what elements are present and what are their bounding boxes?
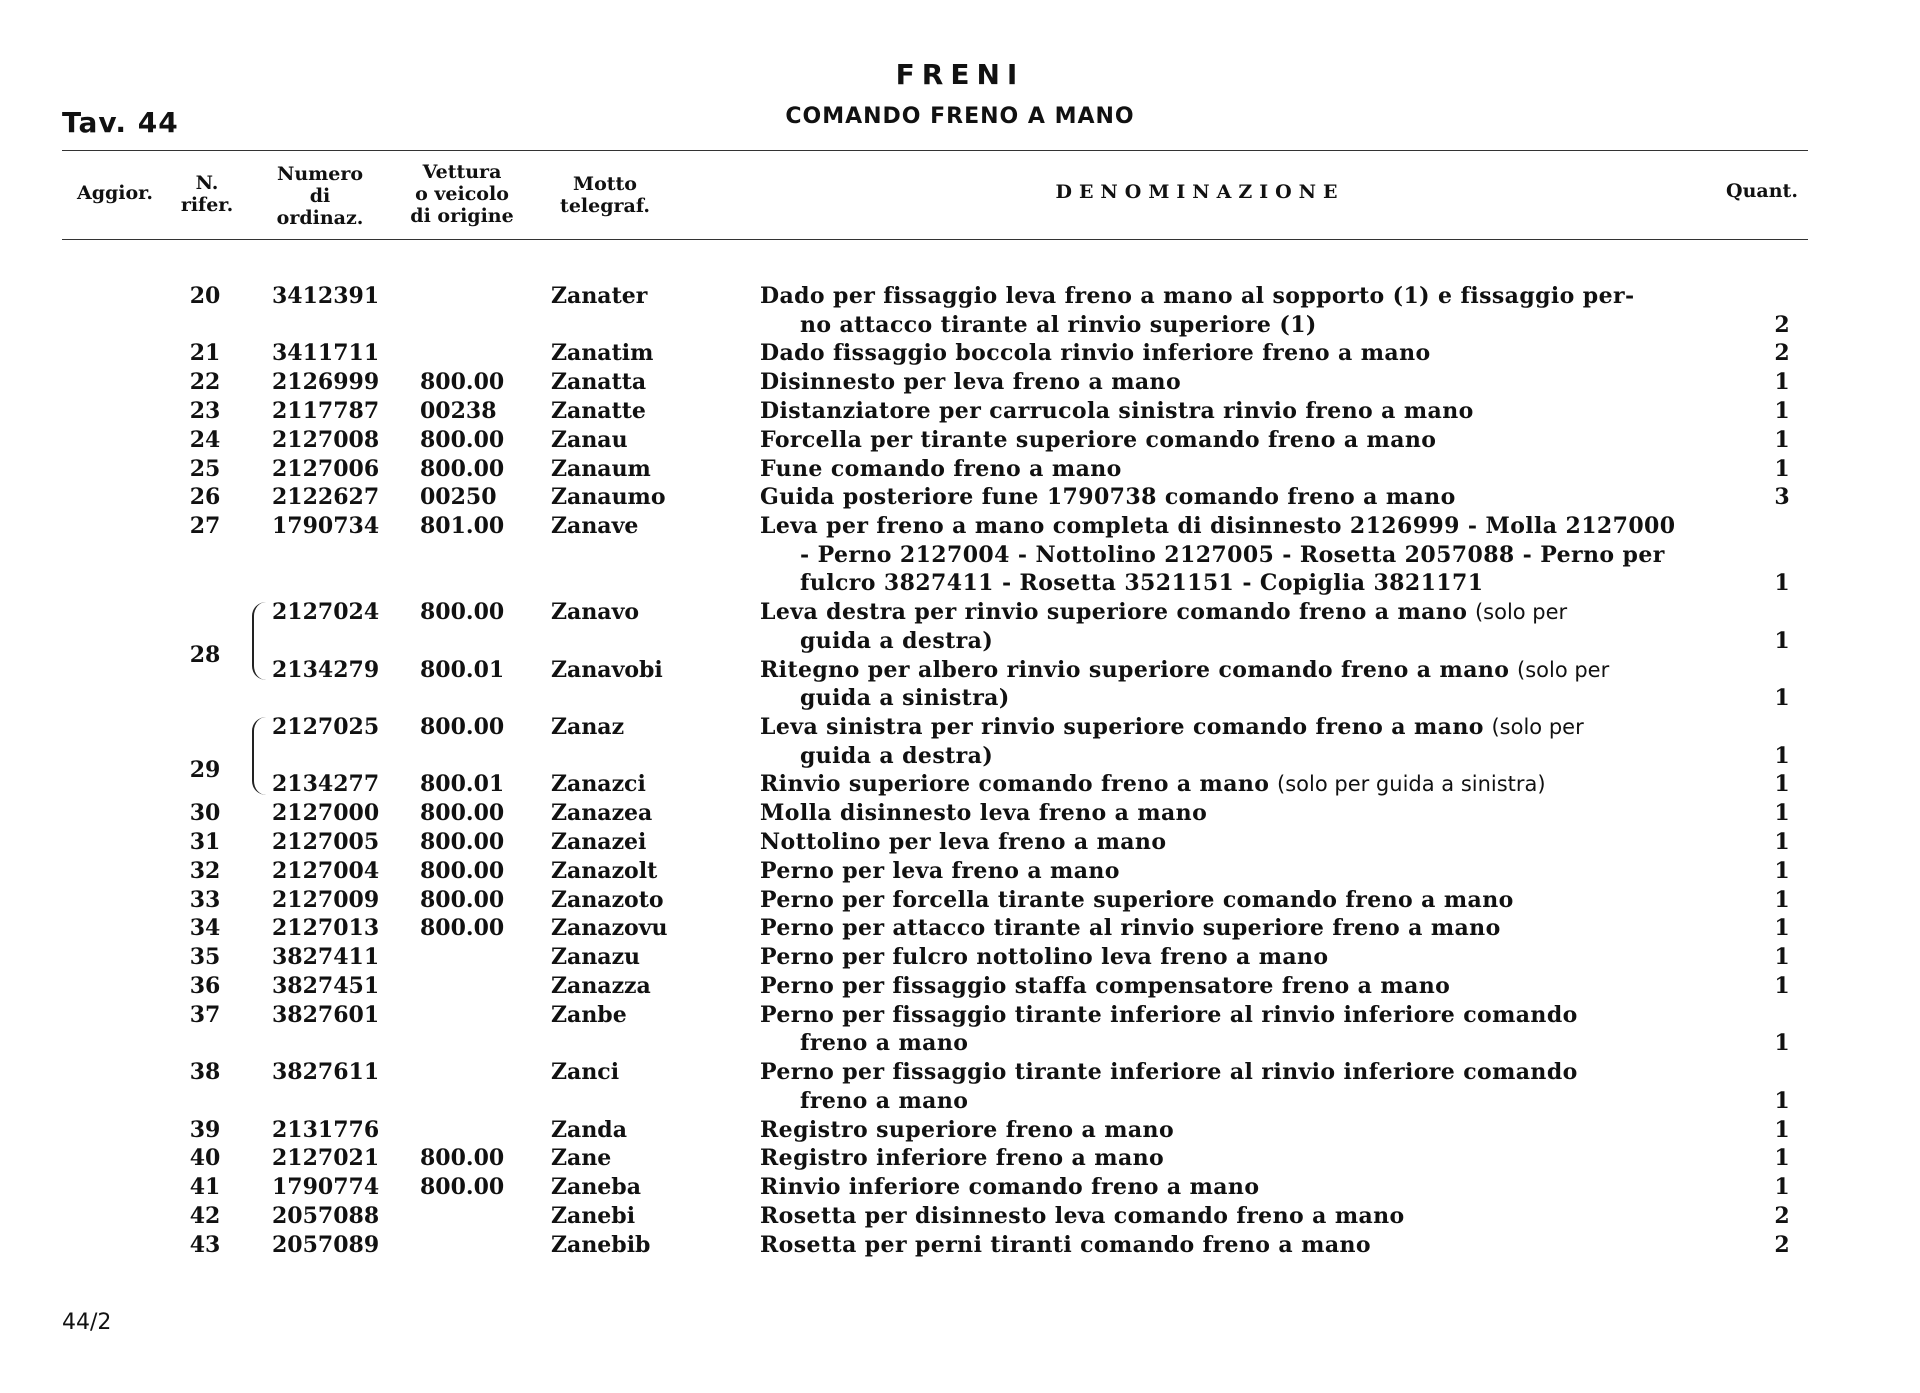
col-aggior: Aggior. (76, 182, 154, 204)
part-number: 3411711 (272, 340, 380, 367)
description-line (760, 828, 1166, 857)
telegraph-code: Zanazei (551, 829, 647, 855)
description-text: fulcro 3827411 - Rosetta 3521151 - Copiglia 3821171 (800, 570, 1484, 597)
description-text: guida a destra) (800, 627, 994, 654)
telegraph-code: Zanavobi (551, 656, 663, 683)
description-text: Nottolino per leva freno a mano (760, 829, 1167, 855)
description-text: Perno per attacco tirante al rinvio superiore freno a mano (760, 915, 1501, 942)
reference-number: 31 (189, 829, 221, 855)
part-number: 2127025 (272, 714, 380, 740)
table-row (0, 857, 1920, 886)
part-number: 2122627 (272, 484, 380, 511)
part-number: 2127008 (272, 426, 380, 453)
reference-number: 42 (189, 1203, 221, 1229)
description-line (760, 1231, 1371, 1260)
telegraph-code: Zanazci (551, 771, 646, 798)
part-number: 2127006 (272, 455, 380, 482)
description-text: Perno per fulcro nottolino leva freno a mano (760, 944, 1329, 971)
description-text: Leva destra per rinvio superiore comando freno a mano (760, 599, 1468, 626)
table-row (0, 1173, 1920, 1202)
reference-number: 43 (189, 1231, 221, 1258)
vehicle-origin: 800.00 (420, 886, 505, 913)
usage-note: (solo per guida a sinistra) (1277, 772, 1546, 797)
part-number: 2127005 (272, 829, 380, 855)
table-row (0, 713, 1920, 783)
usage-note: (solo per (1491, 715, 1584, 739)
telegraph-code: Zanda (551, 1116, 627, 1143)
quantity: 2 (1774, 1203, 1790, 1229)
description-line (760, 914, 1501, 943)
description-line (760, 339, 1431, 368)
telegraph-code: Zanavo (551, 599, 640, 626)
table-row (0, 656, 1920, 713)
reference-number: 21 (189, 340, 221, 367)
description-line (760, 455, 1122, 484)
part-number: 2131776 (272, 1116, 380, 1143)
description-line (760, 397, 1474, 426)
vehicle-origin: 800.00 (420, 1145, 505, 1172)
description-line (760, 1116, 1174, 1145)
part-number: 2057088 (272, 1203, 380, 1229)
telegraph-code: Zanazovu (551, 915, 668, 942)
quantity: 1 (1774, 771, 1790, 798)
reference-number: 22 (189, 369, 221, 396)
vehicle-origin: 800.00 (420, 829, 505, 855)
quantity: 1 (1774, 915, 1790, 942)
quantity: 1 (1774, 1030, 1790, 1057)
telegraph-code: Zanazu (551, 944, 641, 971)
description-text: Registro superiore freno a mano (760, 1116, 1175, 1143)
reference-number: 32 (189, 857, 221, 884)
description-text: Perno per fissaggio staffa compensatore freno a mano (760, 973, 1451, 999)
description-text: guida a destra) (800, 742, 994, 769)
telegraph-code: Zane (551, 1145, 612, 1172)
table-row (0, 426, 1920, 455)
part-number: 2127013 (272, 915, 380, 942)
table-row (0, 943, 1920, 972)
col-quant: Quant. (1726, 180, 1798, 202)
description-text: Ritegno per albero rinvio superiore comando freno a mano (760, 656, 1510, 683)
part-number: 2057089 (272, 1231, 380, 1258)
description-line (800, 541, 1665, 570)
description-text: Forcella per tirante superiore comando freno a mano (760, 426, 1437, 453)
part-number: 3827451 (272, 973, 380, 999)
telegraph-code: Zanebib (551, 1231, 651, 1258)
description-text: Molla disinnesto leva freno a mano (760, 800, 1208, 827)
telegraph-code: Zaneba (551, 1174, 641, 1201)
telegraph-code: Zanatim (551, 340, 654, 367)
vehicle-origin: 800.00 (420, 714, 505, 740)
table-row (0, 598, 1920, 669)
telegraph-code: Zanazea (551, 800, 653, 827)
description-text: Perno per forcella tirante superiore comando freno a mano (760, 886, 1514, 913)
description-line (760, 426, 1436, 455)
description-line (760, 656, 1609, 685)
description-line (760, 857, 1120, 886)
table-row (0, 512, 1920, 598)
description-line (800, 311, 1317, 340)
description-line (760, 1001, 1578, 1030)
description-text: Dado per fissaggio leva freno a mano al sopporto (1) e fissaggio per- (760, 283, 1635, 309)
telegraph-code: Zanau (551, 426, 628, 453)
description-text: Rosetta per disinnesto leva comando freno a mano (760, 1203, 1405, 1229)
telegraph-code: Zanazoto (551, 886, 664, 913)
quantity: 1 (1774, 1087, 1790, 1114)
description-text: Leva sinistra per rinvio superiore comando freno a mano (760, 714, 1484, 740)
telegraph-code: Zanave (551, 513, 639, 540)
quantity: 1 (1774, 800, 1790, 827)
reference-number: 27 (189, 513, 221, 540)
col-motto: Motto telegraf. (560, 173, 650, 217)
reference-number: 28 (189, 642, 221, 669)
description-text: guida a sinistra) (800, 685, 1010, 712)
table-row (0, 799, 1920, 828)
part-number: 2127021 (272, 1145, 380, 1172)
description-text: Disinnesto per leva freno a mano (760, 369, 1182, 396)
part-number: 2127009 (272, 886, 380, 913)
telegraph-code: Zanatte (551, 398, 646, 424)
vehicle-origin: 00238 (420, 398, 497, 424)
vehicle-origin: 800.00 (420, 1174, 505, 1201)
description-line (760, 512, 1675, 541)
col-n-rifer: N. rifer. (180, 172, 234, 216)
reference-number: 20 (189, 283, 221, 309)
reference-number: 41 (189, 1174, 221, 1201)
reference-number: 37 (189, 1001, 221, 1028)
quantity: 1 (1774, 1145, 1790, 1172)
telegraph-code: Zanaumo (551, 484, 666, 511)
description-line (760, 886, 1514, 915)
description-text: Guida posteriore fune 1790738 comando freno a mano (760, 484, 1456, 511)
description-line (800, 742, 993, 771)
quantity: 1 (1774, 570, 1790, 597)
description-text: Rinvio superiore comando freno a mano (760, 771, 1270, 798)
quantity: 1 (1774, 685, 1790, 712)
vehicle-origin: 800.00 (420, 426, 505, 453)
col-vettura: Vettura o veicolo di origine (410, 161, 514, 227)
col-numero: Numero di ordinaz. (276, 163, 364, 229)
reference-number: 39 (189, 1116, 221, 1143)
telegraph-code: Zanaum (551, 455, 651, 482)
description-text: Distanziatore per carrucola sinistra rinvio freno a mano (760, 398, 1474, 424)
telegraph-code: Zanazolt (551, 857, 658, 884)
vehicle-origin: 800.00 (420, 857, 505, 884)
vehicle-origin: 00250 (420, 484, 497, 511)
quantity: 2 (1774, 340, 1790, 367)
table-row (0, 368, 1920, 397)
description-text: Perno per fissaggio tirante inferiore al rinvio inferiore comando (760, 1001, 1578, 1028)
quantity: 3 (1774, 484, 1790, 511)
reference-number: 25 (189, 455, 221, 482)
description-text: Dado fissaggio boccola rinvio inferiore freno a mano (760, 340, 1431, 367)
section-subtitle: COMANDO FRENO A MANO (785, 104, 1135, 129)
table-label: Tav. 44 (62, 106, 179, 139)
telegraph-code: Zanazza (551, 973, 651, 999)
table-row (0, 483, 1920, 512)
section-title: FRENI (895, 58, 1025, 91)
table-row (0, 886, 1920, 915)
reference-number: 26 (189, 484, 221, 511)
vehicle-origin: 800.01 (420, 771, 505, 798)
description-line (760, 1058, 1578, 1087)
header-bottom-rule (62, 239, 1808, 240)
description-text: Rinvio inferiore comando freno a mano (760, 1174, 1260, 1201)
part-number: 3827611 (272, 1059, 380, 1086)
quantity: 1 (1774, 1174, 1790, 1201)
description-line (800, 684, 1010, 713)
description-line (760, 1173, 1259, 1202)
description-line (800, 627, 993, 656)
description-line (800, 1087, 968, 1116)
table-row (0, 972, 1920, 1001)
reference-number: 23 (189, 398, 221, 424)
description-text: no attacco tirante al rinvio superiore (1) (800, 311, 1317, 338)
grouping-brace (252, 717, 268, 795)
table-row (0, 1231, 1920, 1260)
quantity: 1 (1774, 369, 1790, 396)
table-row (0, 1116, 1920, 1145)
part-number: 2127000 (272, 800, 380, 827)
quantity: 1 (1774, 944, 1790, 971)
table-row (0, 455, 1920, 484)
quantity: 1 (1774, 886, 1790, 913)
description-text: Fune comando freno a mano (760, 455, 1122, 482)
reference-number: 36 (189, 973, 221, 999)
quantity: 1 (1774, 857, 1790, 884)
quantity: 2 (1774, 1231, 1790, 1258)
description-line (760, 282, 1635, 311)
description-text: - Perno 2127004 - Nottolino 2127005 - Rosetta 2057088 - Perno per (800, 541, 1665, 568)
quantity: 2 (1774, 311, 1790, 338)
description-line (760, 943, 1329, 972)
reference-number: 40 (189, 1145, 221, 1172)
quantity: 1 (1774, 627, 1790, 654)
table-row (0, 1001, 1920, 1058)
usage-note: (solo per (1517, 657, 1610, 682)
vehicle-origin: 800.00 (420, 599, 505, 626)
vehicle-origin: 800.01 (420, 656, 505, 683)
quantity: 1 (1774, 742, 1790, 769)
telegraph-code: Zanatta (551, 369, 647, 396)
vehicle-origin: 800.00 (420, 455, 505, 482)
vehicle-origin: 800.00 (420, 369, 505, 396)
telegraph-code: Zanater (551, 283, 648, 309)
table-row (0, 770, 1920, 799)
table-row (0, 914, 1920, 943)
vehicle-origin: 801.00 (420, 513, 505, 540)
part-number: 2117787 (272, 398, 380, 424)
usage-note: (solo per (1474, 600, 1568, 625)
top-rule (62, 150, 1808, 151)
telegraph-code: Zanci (551, 1059, 620, 1086)
reference-number: 34 (189, 915, 221, 942)
reference-number: 29 (189, 756, 221, 783)
page-number: 44/2 (62, 1310, 112, 1335)
description-line (760, 368, 1181, 397)
part-number: 2134277 (272, 771, 380, 798)
reference-number: 38 (189, 1059, 221, 1086)
col-denominazione: DENOMINAZIONE (1055, 181, 1345, 203)
part-number: 3827411 (272, 944, 380, 971)
quantity: 1 (1774, 973, 1790, 999)
quantity: 1 (1774, 1116, 1790, 1143)
description-line (760, 799, 1207, 828)
part-number: 2126999 (272, 369, 380, 396)
part-number: 2134279 (272, 656, 380, 683)
table-row (0, 1202, 1920, 1231)
vehicle-origin: 800.00 (420, 915, 505, 942)
part-number: 2127024 (272, 599, 380, 626)
quantity: 1 (1774, 455, 1790, 482)
reference-number: 30 (189, 800, 221, 827)
quantity: 1 (1774, 398, 1790, 424)
description-line (760, 1202, 1405, 1231)
quantity: 1 (1774, 426, 1790, 453)
reference-number: 24 (189, 426, 221, 453)
table-row (0, 1144, 1920, 1173)
part-number: 1790774 (272, 1174, 380, 1201)
part-number: 3827601 (272, 1001, 380, 1028)
description-text: Perno per fissaggio tirante inferiore al rinvio inferiore comando (760, 1059, 1578, 1086)
part-number: 3412391 (272, 283, 380, 309)
description-line (760, 1144, 1164, 1173)
description-text: Rosetta per perni tiranti comando freno a mano (760, 1231, 1371, 1258)
description-line (800, 1029, 968, 1058)
quantity: 1 (1774, 829, 1790, 855)
table-row (0, 339, 1920, 368)
description-line (760, 483, 1456, 512)
part-number: 1790734 (272, 513, 380, 540)
description-line (760, 972, 1450, 1001)
telegraph-code: Zanebi (551, 1203, 636, 1229)
grouping-brace (252, 602, 268, 680)
description-text: Registro inferiore freno a mano (760, 1145, 1165, 1172)
description-text: Leva per freno a mano completa di disinnesto 2126999 - Molla 2127000 (760, 513, 1676, 540)
description-line (760, 770, 1546, 799)
description-line (760, 598, 1567, 627)
table-row (0, 828, 1920, 857)
reference-number: 33 (189, 886, 221, 913)
reference-number: 35 (189, 944, 221, 971)
description-text: freno a mano (800, 1087, 969, 1114)
table-row (0, 282, 1920, 339)
telegraph-code: Zanbe (551, 1001, 627, 1028)
telegraph-code: Zanaz (551, 714, 625, 740)
table-row (0, 1058, 1920, 1115)
description-text: freno a mano (800, 1030, 969, 1057)
description-text: Perno per leva freno a mano (760, 857, 1120, 884)
vehicle-origin: 800.00 (420, 800, 505, 827)
description-line (760, 713, 1584, 742)
description-line (800, 569, 1483, 598)
table-row (0, 397, 1920, 426)
part-number: 2127004 (272, 857, 380, 884)
